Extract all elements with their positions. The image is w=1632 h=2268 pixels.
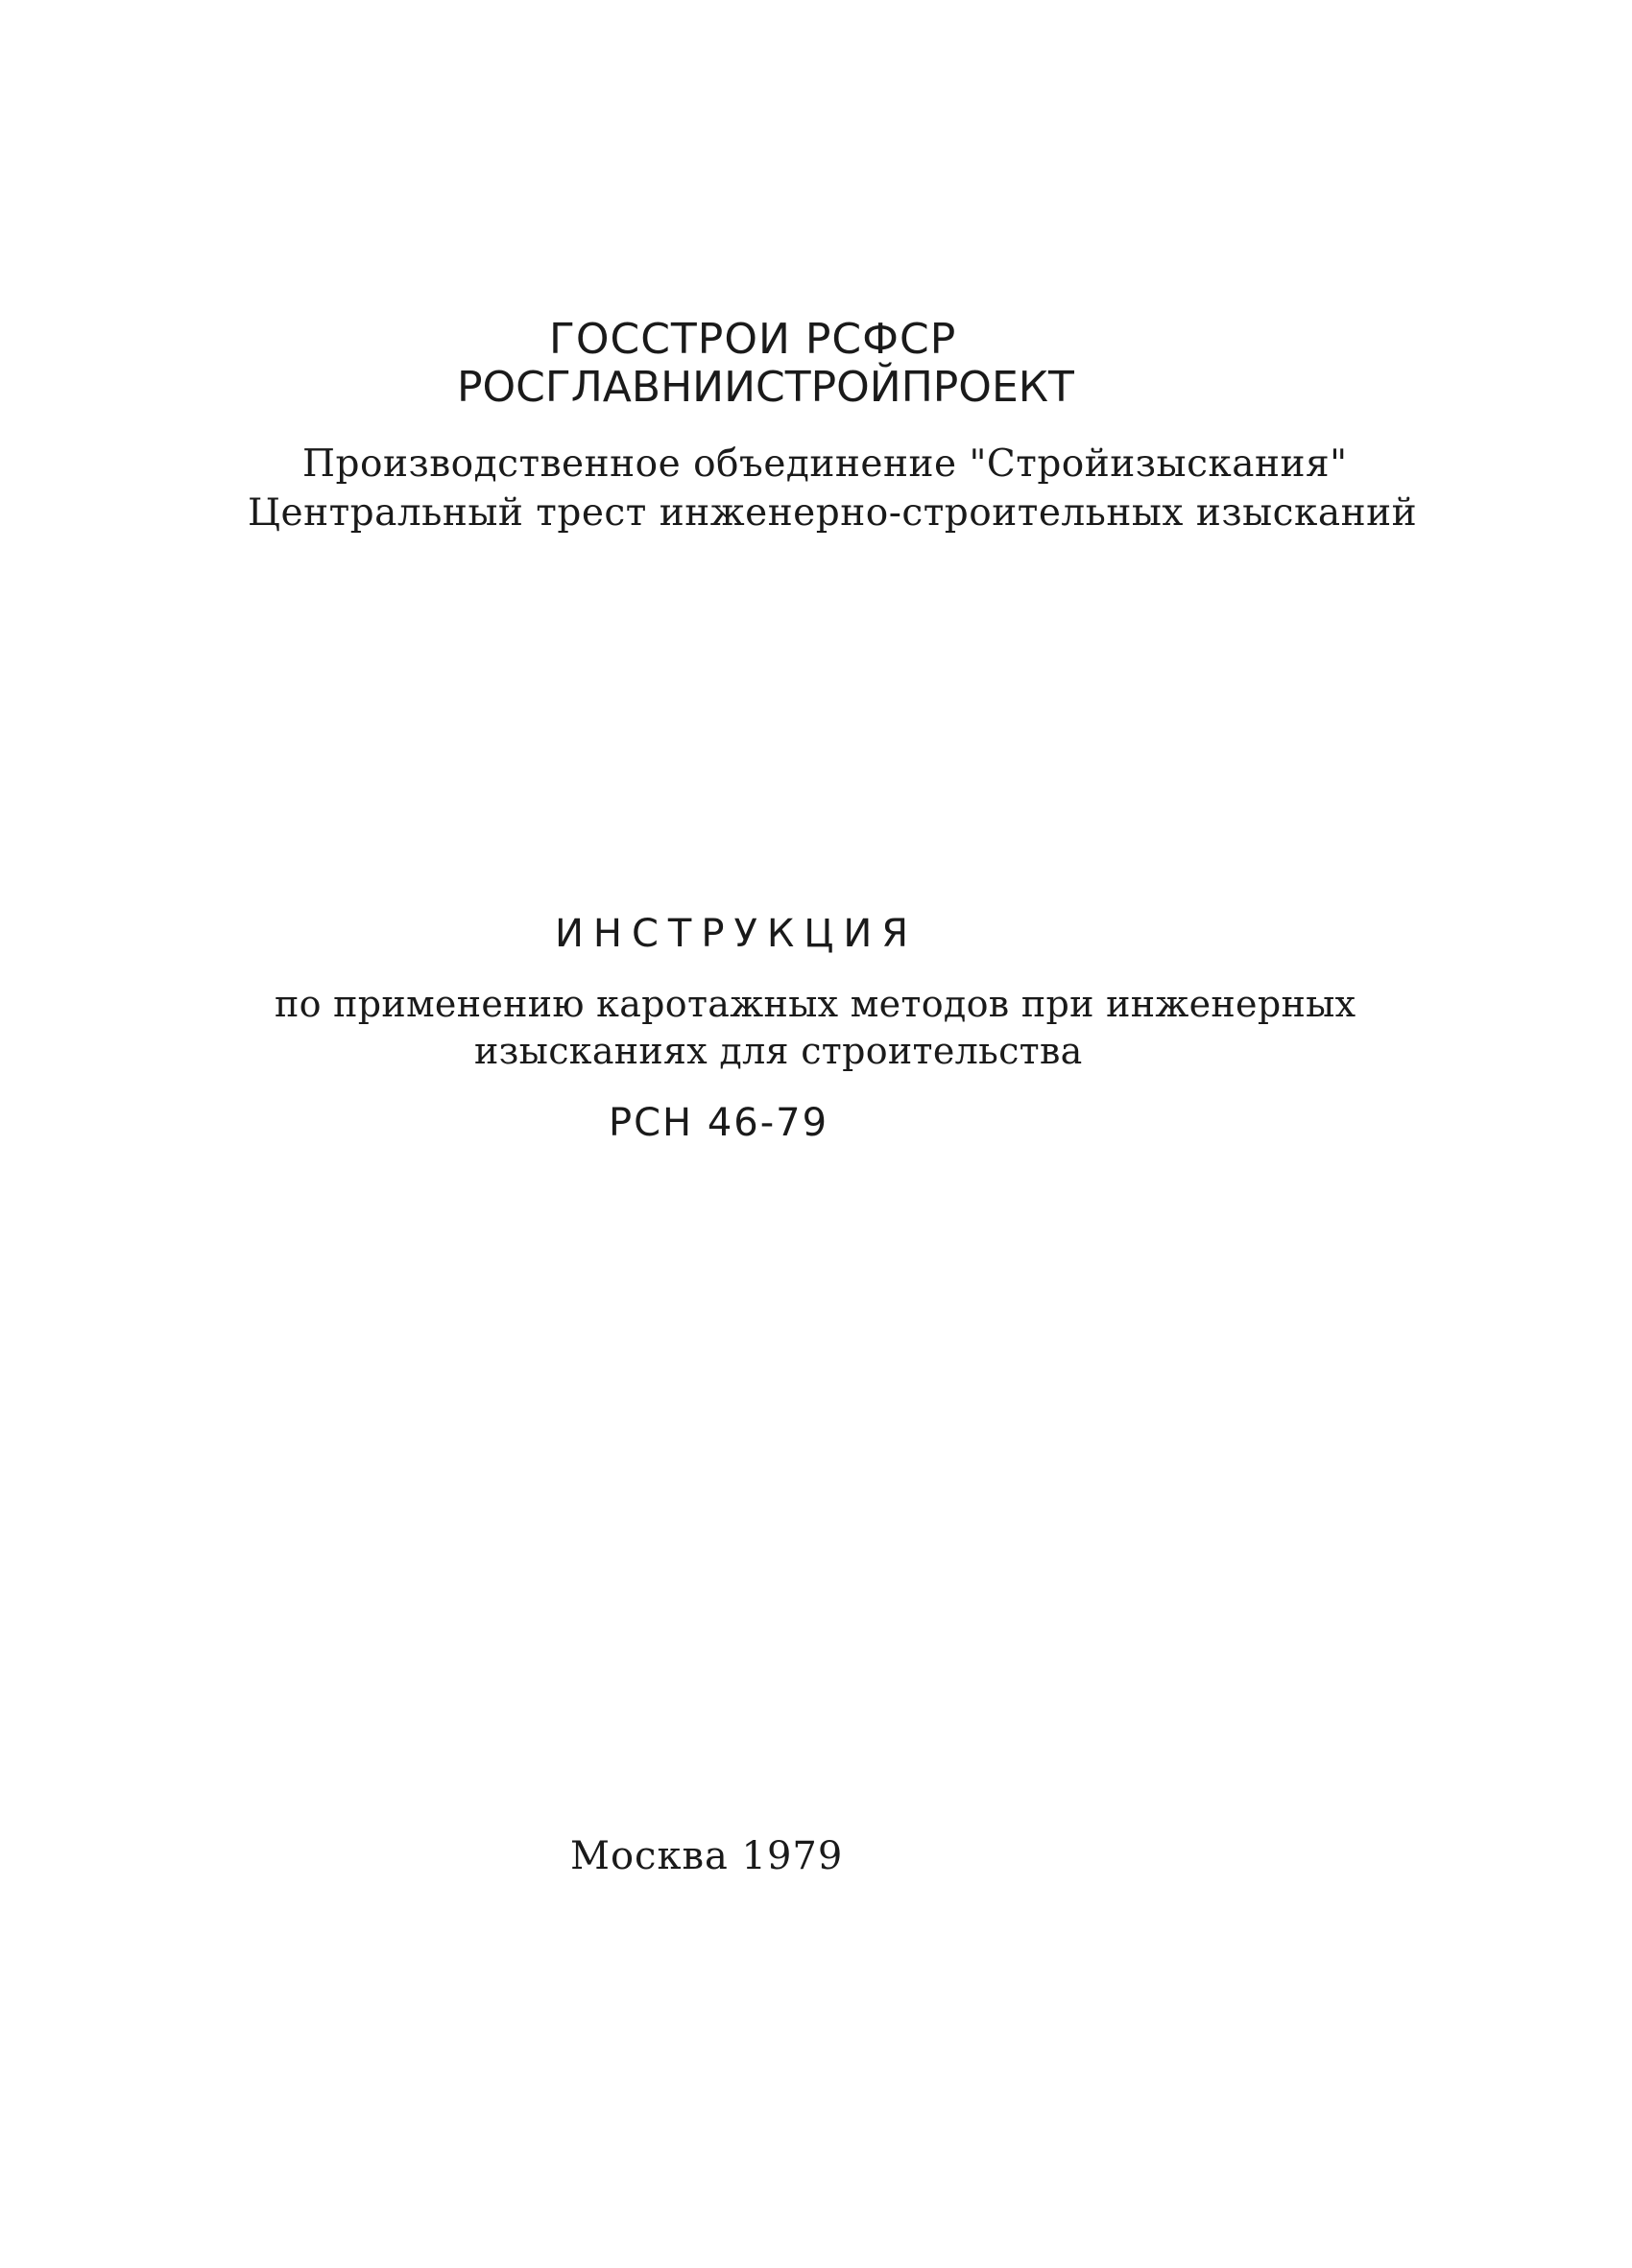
document-code: РСН 46-79 bbox=[609, 1101, 829, 1145]
organization-line-2: РОСГЛАВНИИСТРОЙПРОЕКТ bbox=[457, 363, 1074, 412]
organization-line-3: Производственное объединение "Стройизыскания" bbox=[302, 442, 1348, 486]
document-subtitle-line-1: по применению каротажных методов при инженерных bbox=[275, 983, 1356, 1025]
organization-line-1: ГОССТРОИ РСФСР bbox=[549, 315, 957, 364]
organization-line-4: Центральный трест инженерно-строительных изысканий bbox=[248, 491, 1418, 535]
imprint-city-year: Москва 1979 bbox=[570, 1834, 844, 1878]
document-subtitle-line-2: изысканиях для строительства bbox=[474, 1030, 1083, 1072]
document-title: ИНСТРУКЦИЯ bbox=[555, 912, 919, 956]
